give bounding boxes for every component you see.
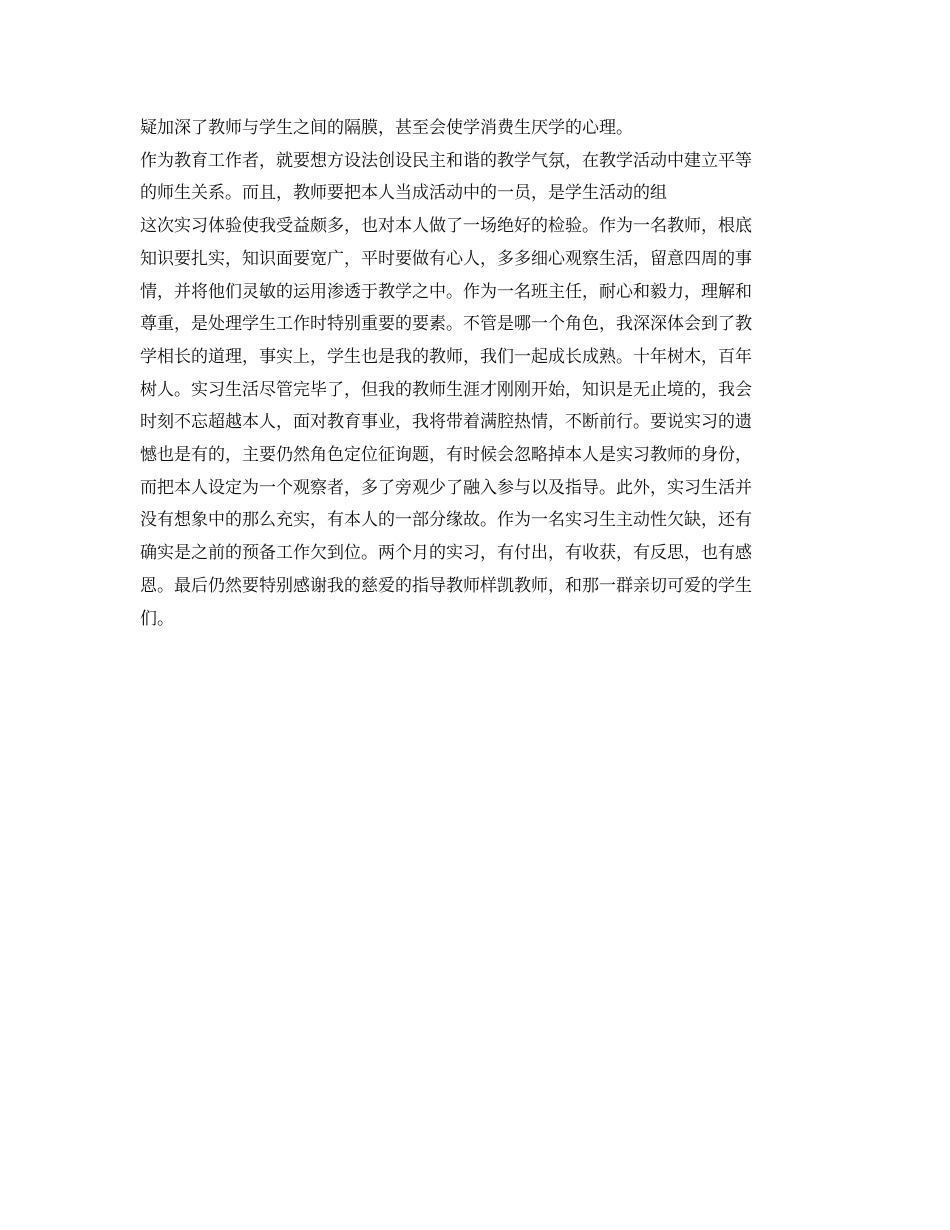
- paragraph-line: 尊重，是处理学生工作时特别重要的要素。不管是哪一个角色，我深深体会到了教: [140, 314, 752, 335]
- paragraph-line: 学相长的道理，事实上，学生也是我的教师，我们一起成长成熟。十年树木，百年: [140, 346, 752, 367]
- paragraph-line: 的师生关系。而且，教师要把本人当成活动中的一员，是学生活动的组: [140, 183, 667, 204]
- paragraph-line: 没有想象中的那么充实，有本人的一部分缘故。作为一名实习生主动性欠缺，还有: [140, 510, 752, 531]
- document-body: [140, 112, 820, 635]
- paragraph-line: 这次实习体验使我受益颇多，也对本人做了一场绝好的检验。作为一名教师，根底: [140, 216, 752, 237]
- paragraph-line: 树人。实习生活尽管完毕了，但我的教师生涯才刚刚开始，知识是无止境的，我会: [140, 379, 752, 400]
- paragraph-line: 知识要扎实，知识面要宽广，平时要做有心人，多多细心观察生活，留意四周的事: [140, 248, 752, 269]
- paragraph-line: 恩。最后仍然要特别感谢我的慈爱的指导教师样凯教师，和那一群亲切可爱的学生: [140, 575, 752, 596]
- paragraph-line: 疑加深了教师与学生之间的隔膜，甚至会使学消费生厌学的心理。: [140, 118, 633, 138]
- paragraph-line: 们。: [140, 608, 174, 629]
- paragraph-line: 时刻不忘超越本人，面对教育事业，我将带着满腔热情，不断前行。要说实习的遗: [140, 412, 752, 433]
- paragraph-line: 憾也是有的，主要仍然角色定位征询题，有时候会忽略掉本人是实习教师的身份，: [140, 445, 752, 466]
- paragraph-line: 而把本人设定为一个观察者，多了旁观少了融入参与以及指导。此外，实习生活并: [140, 477, 752, 498]
- paragraph-line: 作为教育工作者，就要想方设法创设民主和谐的教学气氛，在教学活动中建立平等: [140, 150, 752, 171]
- paragraph-line: 情，并将他们灵敏的运用渗透于教学之中。作为一名班主任，耐心和毅力，理解和: [140, 281, 752, 302]
- paragraph-line: 确实是之前的预备工作欠到位。两个月的实习，有付出，有收获，有反思，也有感: [140, 543, 752, 564]
